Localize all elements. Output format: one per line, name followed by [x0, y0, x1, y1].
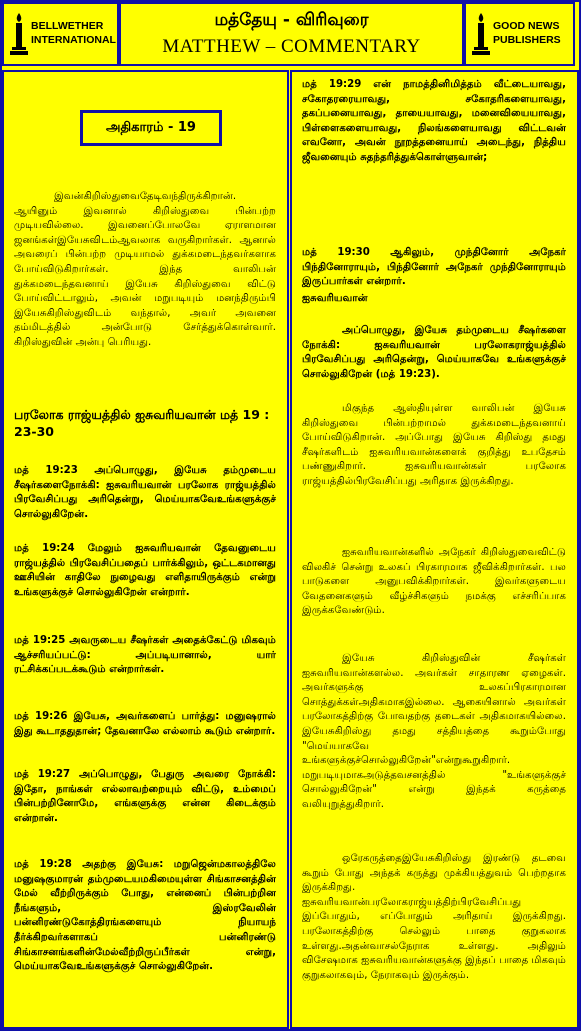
right-column — [290, 70, 579, 1029]
section-title: பரலோக ராஜ்யத்தில் ஐசுவரியவான் மத் 19 : 23-30 — [14, 407, 270, 439]
page-title-english: MATTHEW – COMMENTARY — [162, 36, 421, 57]
page-title-tamil: மத்தேயு - விரிவுரை — [214, 10, 369, 30]
left-column — [2, 70, 289, 1029]
intro-paragraph: இவன்கிறிஸ்துவைதேடிவந்திருக்கிறான். ஆயினும் இவனால் கிறிஸ்துவை பின்பற்ற முடியவில்லை. இவனைப்போலவே ஏராளமான ஜனங்கள்இயேசுவிடம்ஆவலாக வருகிறார்கள். ஆனால் அவரைப் பின்பற்ற முடியாமல் துக்கமடைந்தவர்களாக போய்விடுகிறார்கள். இந்த வாலிபன் துக்கமடைந்தவனாய் இயேசு கிறிஸ்துவை விட்டு போய்விட்டாலும், அவன் மறுபடியும் மனந்திரும்பி இயேசுகிறிஸ்துவிடம் வந்தால், அவர் அவனை தம்மிடத்தில் அன்போடு சேர்த்துக்கொள்வார். கிறிஸ்துவின் அன்பு பெரியது. — [14, 191, 276, 348]
title-box — [119, 2, 464, 66]
candle-icon — [10, 12, 28, 56]
commentary-paragraph-2: மிகுந்த ஆஸ்தியுள்ள வாலிபன் இயேசு கிறிஸ்துவை பின்பற்றாமல் துக்கமடைந்தவனாய் போய்விடுகிறான். அப்போது இயேசு கிறிஸ்து தமது சீஷர்களிடம் ஐசுவரியவான்களைக் குறித்து உபதேசம் பண்ணுகிறார். ஐசுவரியவான்கள் பரலோக ராஜ்யத்தில்பிரவேசிப்பது அரிதாக இருக்கிறது. — [302, 403, 566, 487]
left-logo-line1: BELLWETHER — [31, 20, 104, 32]
commentary-paragraph-3: ஐசுவரியவான்களில் அநேகர் கிறிஸ்துவைவிட்டு விலகிச் சென்று உலகப் பிரகாரமாக ஜீவிக்கிறார்கள். பல பாடுகளை அனுபவிக்கிறார்கள். இவர்களுடைய வேதனைகளும் வீழ்ச்சிகளும் நமக்கு எச்சரிப்பாக இருக்கவேண்டும். — [302, 547, 566, 617]
right-logo-line1: GOOD NEWS — [493, 20, 560, 32]
header — [2, 2, 575, 66]
verse-26: மத் 19:26 இயேசு, அவர்களைப் பார்த்து: மனுஷரால் இது கூடாததுதான்; தேவனாலே எல்லாம் கூடும் என்றார். — [14, 711, 276, 737]
chapter-label: அதிகாரம் - 19 — [80, 110, 222, 146]
verse-30: மத் 19:30 ஆகிலும், முந்தினோர் அநேகர் பிந்தினோராயும், பிந்தினோர் அநேகர் முந்தினோராயும் இருப்பார்கள் என்றார். — [302, 247, 566, 288]
bellwether-logo — [2, 2, 119, 66]
commentary-paragraph-5: ஒரேகருத்தைஇயேசுகிறிஸ்து இரண்டு தடவை கூறும் போது அந்தக் கருத்து முக்கியத்துவம் பெற்றதாக இருக்கிறது. ஐசுவரியவான்பரலோகராஜ்யத்திற்பிரவேசிப்பது இப்போதும், எப்போதும் அரிதாய் இருக்கிறது. பரலோகத்திற்கு செல்லும் பாதை குறுகலாக உள்ளது.அதன்வாசல்நேராக உள்ளது. அதிலும் விசேஷமாக ஐசுவரியவான்களுக்கு இந்தப் பாதை மிகவும் குறுகலாகவும், நேராகவும் இருக்கும். — [302, 853, 566, 981]
verse-24: மத் 19:24 மேலும் ஐசுவரியவான் தேவனுடைய ராஜ்யத்தில் பிரவேசிப்பதைப் பார்க்கிலும், ஒட்டகமானது ஊசியின் காதிலே நுழைவது எளிதாயிருக்கும் என்று உங்களுக்குச் சொல்லுகிறேன் என்றார். — [14, 543, 276, 598]
verse-25: மத் 19:25 அவருடைய சீஷர்கள் அதைக்கேட்டு மிகவும் ஆச்சரியப்பட்டு: அப்படியானால், யார் ரட்சிக்கப்படக்கூடும் என்றார்கள். — [14, 635, 276, 676]
commentary-paragraph-4: இயேசு கிறிஸ்துவின் சீஷர்கள் ஐசுவரியவான்களல்ல. அவர்கள் சாதாரண ஏழைகள். அவர்களுக்கு உலகப்பிரகாரமான சொத்துக்கள்அதிகமாகஇல்லை. ஆகையினால் அவர்கள் பரலோகத்திற்கு போவதற்கு தடைகள் அதிகமாகயில்லை. இயேசுகிறிஸ்து தமது சத்தியத்தை கூறும்போது "மெய்யாகவே உங்களுக்குச்சொல்லுகிறேன்"என்றுகூறுகிறார். மறுபடியுமாகஅடுத்தவசனத்தில் "உங்களுக்குச் சொல்லுகிறேன்" என்று இந்தக் கருத்தை வலியுறுத்துகிறார். — [302, 653, 566, 810]
left-logo-line2: INTERNATIONAL — [31, 34, 116, 46]
candle-icon — [472, 12, 490, 56]
good-news-logo — [464, 2, 575, 66]
subheading: ஐசுவரியவான் — [302, 293, 368, 304]
verse-23: மத் 19:23 அப்பொழுது, இயேசு தம்முடைய சீஷர்களைநோக்கி: ஐசுவரியவான் பரலோக ராஜ்யத்தில் பிரவேசிப்பது அரிதென்று, மெய்யாகவேஉங்களுக்குச் சொல்லுகிறேன். — [14, 465, 276, 520]
verse-28: மத் 19:28 அதற்கு இயேசு: மறுஜென்மகாலத்திலே மனுஷகுமாரன் தம்முடையமகிமையுள்ள சிங்காசனத்தின் மேல் வீற்றிருக்கும் போது, என்னைப் பின்பற்றின நீங்களும், இஸ்ரவேலின் பன்னிரண்டுகோத்திரங்களையும் நியாயந் தீர்க்கிறவர்களாகப் பன்னிரண்டு சிங்காசனங்களின்மேல்வீற்றிருப்பீர்கள் என்று, மெய்யாகவேஉங்களுக்குச் சொல்லுகிறேன். — [14, 859, 276, 973]
commentary-paragraph-1: அப்பொழுது, இயேசு தம்முடைய சீஷர்களை நோக்கி: ஐசுவரியவான் பரலோகராஜ்யத்தில் பிரவேசிப்பது அரிதென்று, மெய்யாகவே உங்களுக்குச் சொல்லுகிறேன் (மத் 19:23). — [302, 325, 566, 380]
right-logo-line2: PUBLISHERS — [493, 34, 561, 46]
verse-29: மத் 19:29 என் நாமத்தினிமித்தம் வீட்டையாவது, சகோதரரையாவது, சகோதரிகளையாவது, தகப்பனையாவது, தாயையாவது, மனைவியையாவது, பிள்ளைகளையாவது, நிலங்களையாவது விட்டவன் எவனோ, அவன் நூறத்தனையாய் அடைந்து, நித்திய ஜீவனையும் சுதந்தரித்துக்கொள்ளுவான்; — [302, 79, 566, 163]
verse-27: மத் 19:27 அப்பொழுது, பேதுரு அவரை நோக்கி: இதோ, நாங்கள் எல்லாவற்றையும் விட்டு, உம்மைப் பின்பற்றினோமே, எங்களுக்கு என்ன கிடைக்கும் என்றான். — [14, 769, 276, 824]
